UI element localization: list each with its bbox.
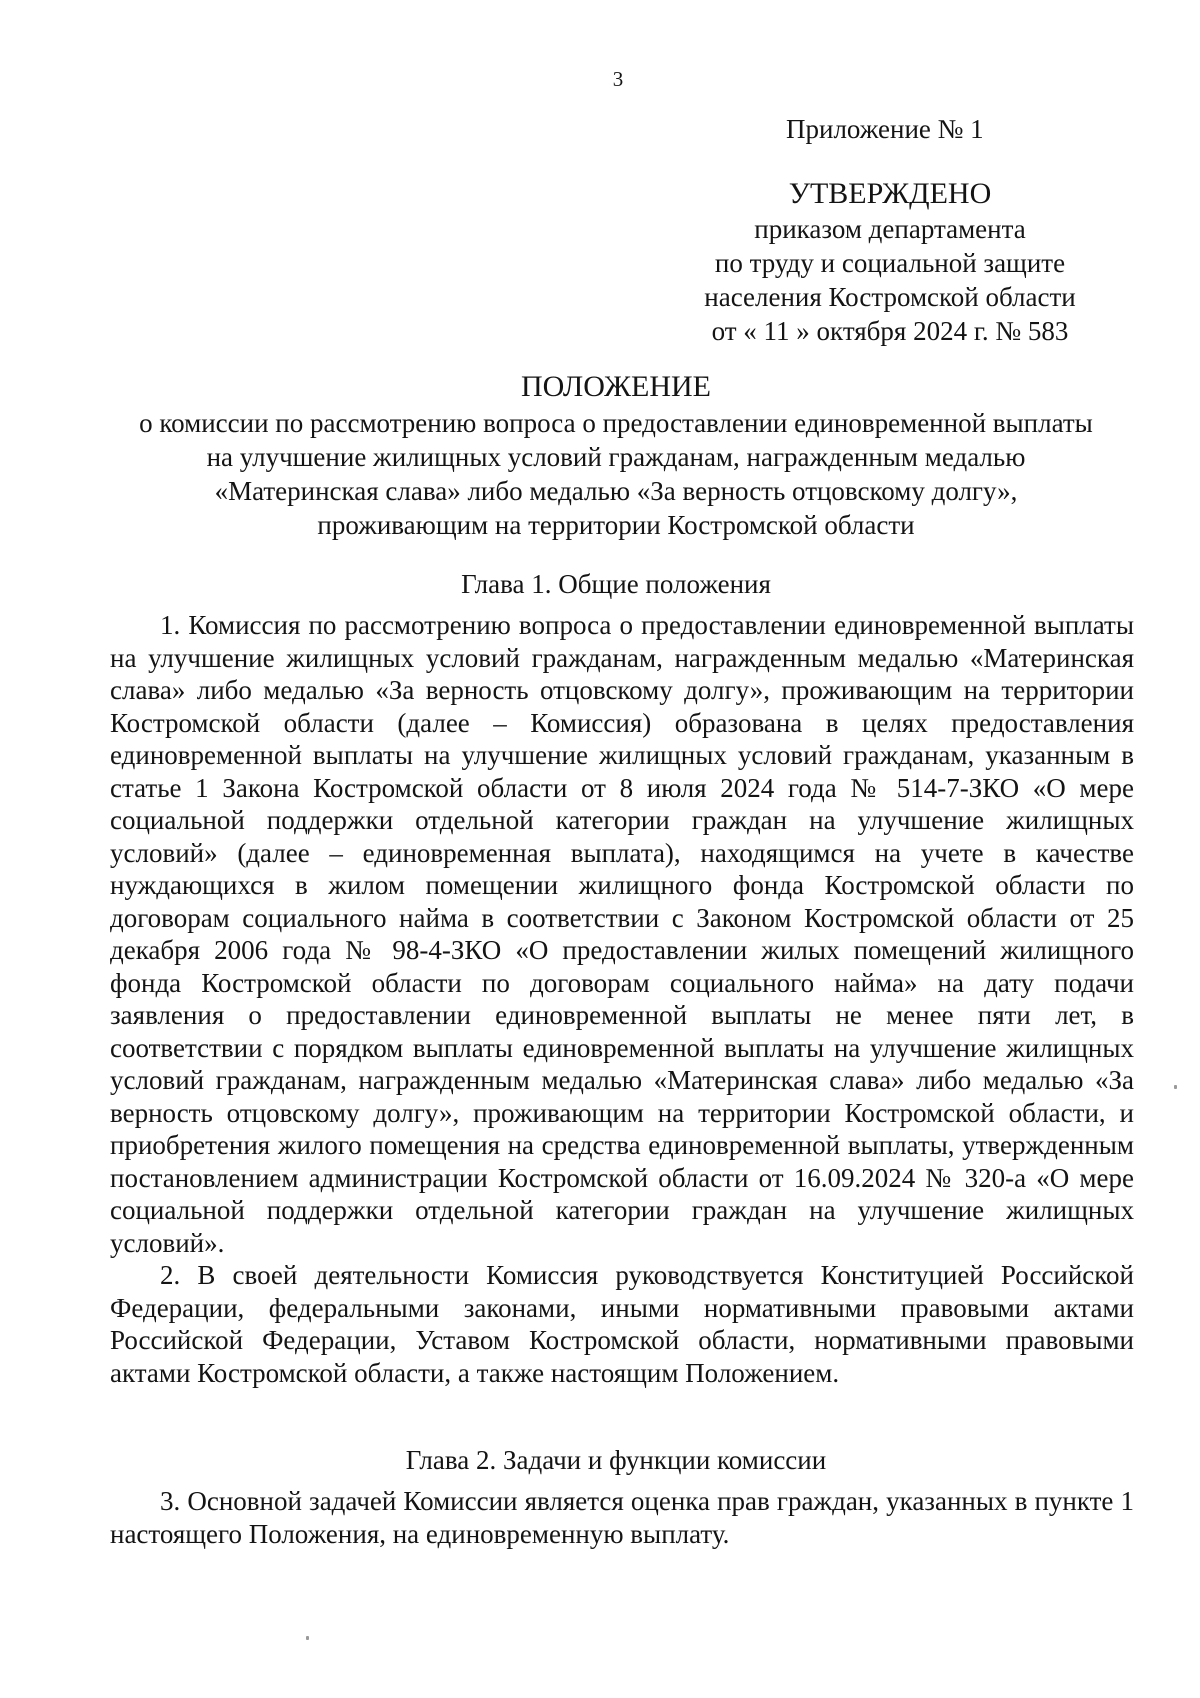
approval-heading: УТВЕРЖДЕНО [788, 177, 992, 210]
scan-speck [1174, 1085, 1177, 1089]
document-subtitle-line: на улучшение жилищных условий гражданам, награжденным медалью [206, 442, 1026, 472]
approval-line: населения Костромской области [704, 282, 1076, 312]
document-subtitle-line: о комиссии по рассмотрению вопроса о предоставлении единовременной выплаты [139, 408, 1093, 438]
scan-speck [306, 1636, 309, 1640]
chapter-2-body [110, 1485, 1134, 1550]
chapter-1-heading: Глава 1. Общие положения [461, 569, 771, 599]
document-subtitle-line: проживающим на территории Костромской области [317, 510, 915, 540]
document-subtitle-line: «Материнская слава» либо медалью «За верность отцовскому долгу», [214, 476, 1018, 506]
approval-line: приказом департамента [754, 214, 1026, 244]
document-title-block [96, 368, 1136, 542]
chapter-1-body [110, 609, 1134, 1389]
chapter-2-heading: Глава 2. Задачи и функции комиссии [405, 1445, 827, 1475]
paragraph-1: 1. Комиссия по рассмотрению вопроса о предоставлении единовременной выплаты на улучшение жилищных условий гражданам, награжденным медалью «Материнская слава» либо медалью «За верность отцовскому долгу», проживающим на территории Костромской области (далее – Комиссия) образована в целях предоставления единовременной выплаты на улучшение жилищных условий гражданам, указанным в статье 1 Закона Костромской области от 8 июля 2024 года № 514-7-ЗКО «О мере социальной поддержки отдельной категории граждан на улучшение жилищных условий» (далее – единовременная выплата), находящимся на учете в качестве нуждающихся в жилом помещении жилищного фонда Костромской области по договорам социального найма в соответствии с Законом Костромской области от 25 декабря 2006 года № 98-4-ЗКО «О предоставлении жилых помещений жилищного фонда Костромской области по договорам социального найма» на дату подачи заявления о предоставлении единовременной выплаты не менее пяти лет, в соответствии с порядком выплаты единовременной выплаты на улучшение жилищных условий гражданам, награжденным медалью «Материнская слава» либо медалью «За верность отцовскому долгу», проживающим на территории Костромской области, и приобретения жилого помещения на средства единовременной выплаты, утвержденным постановлением администрации Костромской области от 16.09.2024 № 320-а «О мере социальной поддержки отдельной категории граждан на улучшение жилищных условий». [110, 610, 1134, 1258]
approval-line: от « 11 » октября 2024 г. № 583 [711, 316, 1069, 346]
document-title: ПОЛОЖЕНИЕ [521, 370, 711, 403]
appendix-label: Приложение № 1 [786, 114, 984, 144]
page-number: 3 [612, 67, 624, 91]
paragraph-2: 2. В своей деятельности Комиссия руководствуется Конституцией Российской Федерации, федеральными законами, иными нормативными правовыми актами Российской Федерации, Уставом Костромской области, нормативными правовыми актами Костромской области, а также настоящим Положением. [110, 1260, 1134, 1388]
approval-stamp-block [672, 176, 1108, 348]
paragraph-3: 3. Основной задачей Комиссии является оценка прав граждан, указанных в пункте 1 настоящего Положения, на единовременную выплату. [110, 1486, 1134, 1549]
approval-line: по труду и социальной защите [714, 248, 1066, 278]
